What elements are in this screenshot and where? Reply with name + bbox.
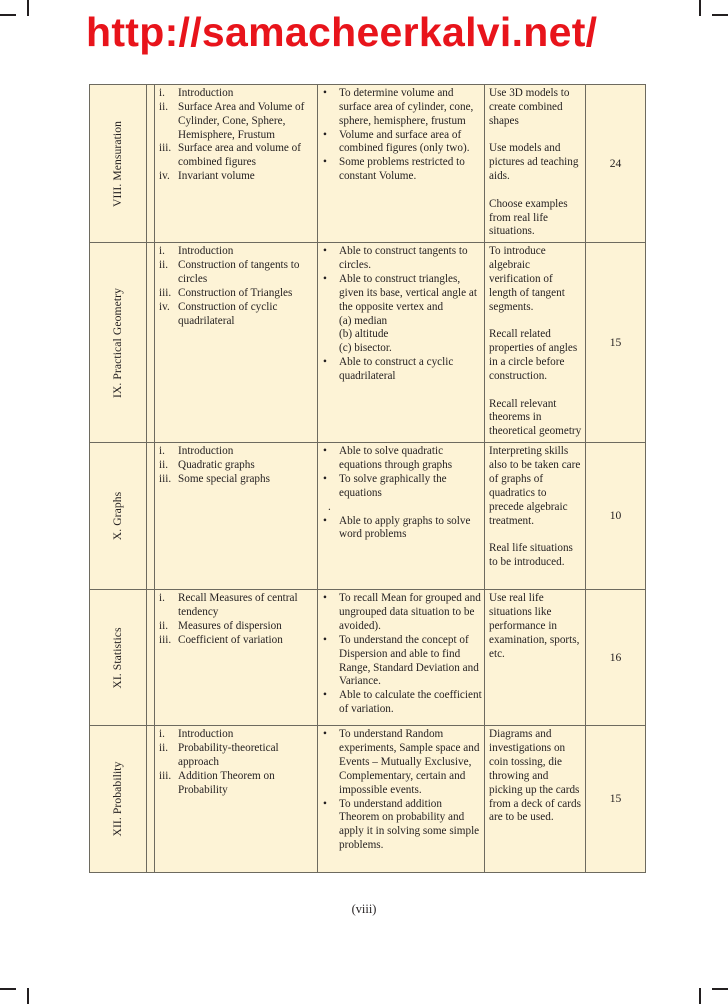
content-text: Recall Measures of central tendency [178, 592, 298, 619]
content-marker: iv. [159, 170, 170, 183]
crop-mark-top-right-h [712, 14, 728, 16]
objective-item [321, 315, 482, 329]
unit-title-cell [90, 590, 147, 726]
objective-text: To recall Mean for grouped and ungrouped data situation to be avoided). [339, 592, 481, 632]
page-number: (viii) [351, 902, 377, 916]
paragraph-gap [489, 184, 583, 198]
objective-text: Some problems restricted to constant Volume. [339, 156, 465, 183]
syllabus-table [89, 84, 646, 873]
content-item [159, 742, 315, 770]
objective-text: To solve graphically the equations [339, 472, 447, 499]
bullet-icon: • [323, 514, 327, 527]
unit-title: VIII. Mensuration [111, 120, 125, 207]
content-marker: iii. [159, 142, 172, 155]
content-marker: i. [159, 245, 165, 258]
bullet-icon: • [323, 272, 327, 285]
content-marker: i. [159, 87, 165, 99]
activities-cell [485, 590, 586, 726]
bullet-icon: • [323, 87, 327, 99]
content-marker: iv. [159, 300, 170, 313]
activities-cell [485, 85, 586, 243]
content-marker: ii. [159, 742, 169, 755]
crop-mark-top-left [27, 0, 29, 16]
unit-title-cell [90, 726, 147, 873]
objective-text: (b) altitude [339, 328, 389, 341]
content-item [159, 170, 315, 184]
bullet-icon [321, 315, 339, 329]
content-marker: ii. [159, 459, 169, 472]
periods-cell: 10 [586, 443, 646, 590]
unit-title: X. Graphs [111, 492, 125, 541]
bullet-icon: • [323, 245, 327, 258]
content-text: Construction of cyclic quadrilateral [178, 300, 278, 327]
content-text: Some special graphs [178, 472, 270, 485]
content-text: Introduction [178, 445, 234, 458]
objective-item [321, 328, 482, 342]
content-cell [155, 85, 318, 243]
crop-mark-bottom-left-h [0, 988, 16, 990]
content-text: Quadratic graphs [178, 459, 255, 472]
activity-text: Diagrams and investigations on coin tossing, die throwing and picking up the cards from a deck of cards are to be used. [489, 728, 581, 824]
unit-title: IX. Practical Geometry [111, 287, 125, 398]
unit-title: XII. Probability [111, 761, 125, 837]
unit-title-cell [90, 443, 147, 590]
unit-row [90, 243, 646, 443]
periods-cell: 24 [586, 85, 646, 243]
objective-item [321, 689, 482, 717]
objective-item [321, 356, 482, 384]
content-text: Surface Area and Volume of Cylinder, Cone, Sphere, Hemisphere, Frustum [178, 100, 305, 141]
content-item [159, 142, 315, 170]
paragraph-gap [489, 384, 583, 398]
content-text: Introduction [178, 728, 234, 741]
objectives-cell [318, 726, 485, 873]
objective-text: Able to calculate the coefficient of variation. [339, 689, 482, 716]
bullet-icon: • [323, 128, 327, 141]
content-text: Surface area and volume of combined figures [178, 142, 302, 169]
content-item [159, 259, 315, 287]
content-marker: iii. [159, 286, 172, 299]
unit-row [90, 590, 646, 726]
bullet-icon: • [323, 633, 327, 646]
bullet-icon [321, 328, 339, 342]
activities-cell [485, 443, 586, 590]
content-item [159, 592, 315, 620]
objective-text: Able to construct triangles, given its base, vertical angle at the opposite vertex and [339, 272, 477, 313]
objective-text: (a) median [339, 314, 388, 327]
spacer-cell [147, 590, 155, 726]
activity-text: Recall relevant theorems in theoretical geometry [489, 397, 582, 438]
periods-cell: 16 [586, 590, 646, 726]
crop-mark-bottom-left [27, 988, 29, 1004]
unit-title-cell [90, 243, 147, 443]
activities-cell [485, 726, 586, 873]
content-text: Introduction [178, 87, 234, 99]
unit-title-cell [90, 85, 147, 243]
unit-row [90, 726, 646, 873]
content-cell [155, 726, 318, 873]
unit-row [90, 443, 646, 590]
activity-text: To introduce algebraic verification of length of tangent segments. [489, 245, 565, 313]
content-cell [155, 590, 318, 726]
crop-mark-bottom-right [699, 988, 701, 1004]
objective-item [321, 342, 482, 356]
activity-text: Use 3D models to create combined shapes [489, 87, 570, 127]
objective-text: (c) bisector. [339, 342, 392, 355]
spacer-cell [147, 443, 155, 590]
content-item [159, 101, 315, 143]
activity-text: Recall related properties of angles in a circle before construction. [489, 328, 578, 382]
objectives-cell [318, 85, 485, 243]
objective-item [321, 473, 482, 501]
objective-text: To determine volume and surface area of cylinder, cone, sphere, hemisphere, frustum [339, 87, 474, 127]
objective-text: To understand the concept of Dispersion and able to find Range, Standard Deviation and Variance. [339, 633, 479, 688]
bullet-icon [321, 342, 339, 356]
objective-text: To understand Random experiments, Sample space and Events – Mutually Exclusive, Complementary, certain and impossible events. [339, 728, 480, 796]
bullet-icon: • [323, 689, 327, 702]
content-item [159, 301, 315, 329]
objectives-cell [318, 443, 485, 590]
content-text: Measures of dispersion [178, 619, 282, 632]
content-text: Introduction [178, 245, 234, 258]
unit-row [90, 85, 646, 243]
content-item [159, 728, 315, 742]
objective-item [321, 87, 482, 129]
spacer-cell [147, 243, 155, 443]
content-item [159, 245, 315, 259]
header-url[interactable]: http://samacheerkalvi.net/ [86, 9, 598, 55]
unit-title: XI. Statistics [111, 627, 125, 689]
objective-text: Able to apply graphs to solve word problems [339, 514, 471, 541]
content-marker: i. [159, 445, 165, 458]
content-marker: i. [159, 592, 165, 605]
content-text: Addition Theorem on Probability [178, 769, 275, 796]
activity-text: Use real life situations like performance in examination, sports, etc. [489, 592, 580, 660]
content-item [159, 445, 315, 459]
content-item [159, 473, 315, 487]
objective-item [321, 592, 482, 634]
content-item [159, 770, 315, 798]
periods-cell: 15 [586, 726, 646, 873]
content-item [159, 87, 315, 101]
objective-text: Able to construct tangents to circles. [339, 245, 468, 272]
bullet-icon: • [323, 472, 327, 485]
activity-text: Choose examples from real life situations. [489, 197, 568, 238]
content-item [159, 634, 315, 648]
content-marker: i. [159, 728, 165, 741]
content-text: Construction of tangents to circles [178, 259, 300, 285]
periods-cell: 15 [586, 243, 646, 443]
bullet-icon: • [323, 592, 327, 605]
activity-text: Real life situations to be introduced. [489, 542, 573, 569]
objective-text: Volume and surface area of combined figures (only two). [339, 128, 470, 155]
objective-item [321, 156, 482, 184]
content-text: Probability-theoretical approach [178, 742, 279, 768]
paragraph-gap [489, 129, 583, 143]
content-marker: ii. [159, 619, 169, 632]
spacer-cell [147, 85, 155, 243]
bullet-icon: • [323, 156, 327, 169]
objective-item [321, 515, 482, 543]
spacer-cell [147, 726, 155, 873]
objective-item [321, 501, 482, 515]
content-marker: iii. [159, 769, 172, 782]
content-cell [155, 243, 318, 443]
content-marker: ii. [159, 100, 169, 113]
content-marker: iii. [159, 633, 172, 646]
objective-text: Able to solve quadratic equations through graphs [339, 445, 453, 472]
objective-text: Able to construct a cyclic quadrilateral [339, 356, 454, 382]
objective-item [321, 245, 482, 273]
content-text: Construction of Triangles [178, 286, 293, 299]
paragraph-gap [489, 315, 583, 329]
objectives-cell [318, 590, 485, 726]
bullet-icon: • [323, 445, 327, 458]
content-item [159, 620, 315, 634]
crop-mark-top-right [699, 0, 701, 16]
content-cell [155, 443, 318, 590]
paragraph-gap [489, 528, 583, 542]
activities-cell [485, 243, 586, 443]
objective-item [321, 273, 482, 315]
objective-item [321, 445, 482, 473]
activity-text: Interpreting skills also to be taken care of graphs of quadratics to precede algebraic treatment. [489, 445, 581, 527]
objectives-cell [318, 243, 485, 443]
objective-item [321, 634, 482, 689]
bullet-icon: • [323, 356, 327, 369]
bullet-icon: • [323, 728, 327, 741]
crop-mark-bottom-right-h [712, 988, 728, 990]
content-text: Invariant volume [178, 170, 255, 183]
objective-item [321, 728, 482, 797]
objective-item [321, 129, 482, 157]
content-marker: iii. [159, 472, 172, 485]
objective-text: To understand addition Theorem on probability and apply it in solving some simple problems. [339, 797, 480, 852]
bullet-icon: • [323, 797, 327, 810]
content-marker: ii. [159, 259, 169, 272]
content-item [159, 287, 315, 301]
objective-item [321, 798, 482, 853]
crop-mark-top-left-h [0, 14, 16, 16]
content-text: Coefficient of variation [178, 633, 283, 646]
objective-text: . [328, 500, 331, 513]
content-item [159, 459, 315, 473]
activity-text: Use models and pictures ad teaching aids. [489, 142, 579, 183]
